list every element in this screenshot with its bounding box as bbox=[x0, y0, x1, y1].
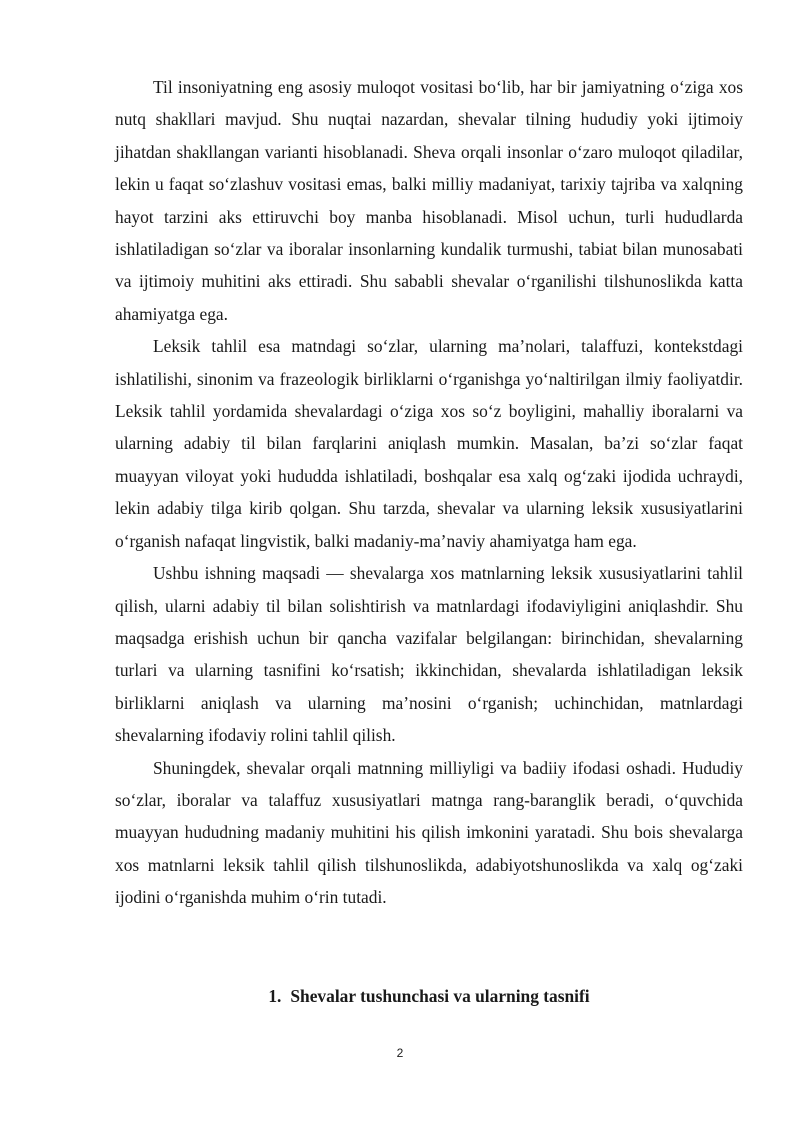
section-heading bbox=[115, 984, 743, 1008]
document-page bbox=[115, 71, 743, 1006]
body-paragraph-4: Shuningdek, shevalar orqali matnning milliyligi va badiiy ifodasi oshadi. Hududiy so‘zlar, iboralar va talaffuz xususiyatlari matnga rang-baranglik beradi, o‘quvchida muayyan hududning madaniy muhitini his qilish imkonini yaratadi. Shu bois shevalarga xos matnlarni leksik tahlil qilish tilshunoslikda, adabiyotshunoslikda va xalq og‘zaki ijodini o‘rganishda muhim o‘rin tutadi. bbox=[115, 757, 743, 908]
body-paragraph-3: Ushbu ishning maqsadi — shevalarga xos matnlarning leksik xususiyatlarini tahlil qilish, ularni adabiy til bilan solishtirish va matnlardagi ifodaviyligini aniqlashdir. Shu maqsadga erishish uchun bir qancha vazifalar belgilangan: birinchidan, shevalarning turlari va ularning tasnifini ko‘rsatish; ikkinchidan, shevalarda ishlatiladigan leksik birliklarni aniqlash va ularning ma’nosini o‘rganish; uchinchidan, matnlardagi shevalarning ifodaviy rolini tahlil qilish. bbox=[115, 563, 743, 746]
section-title: Shevalar tushunchasi va ularning tasnifi bbox=[290, 986, 590, 1006]
body-paragraph-2: Leksik tahlil esa matndagi so‘zlar, ularning ma’nolari, talaffuzi, kontekstdagi ishlatilishi, sinonim va frazeologik birliklarni o‘rganishga yo‘naltirilgan ilmiy faoliyatdir. Leksik tahlil yordamida shevalardagi o‘ziga xos so‘z boyligini, mahalliy iboralarni va ularning adabiy til bilan farqlarini aniqlash mumkin. Masalan, ba’zi so‘zlar faqat muayyan viloyat yoki hududda ishlatiladi, boshqalar esa xalq og‘zaki ijodida uchraydi, lekin adabiy tilga kirib qolgan. Shu tarzda, shevalar va ularning leksik xususiyatlarini o‘rganish nafaqat lingvistik, balki madaniy-ma’naviy ahamiyatga ham ega. bbox=[115, 336, 743, 551]
body-paragraph-1: Til insoniyatning eng asosiy muloqot vositasi bo‘lib, har bir jamiyatning o‘ziga xos nutq shakllari mavjud. Shu nuqtai nazardan, shevalar tilning hududiy yoki ijtimoiy jihatdan shakllangan varianti hisoblanadi. Sheva orqali insonlar o‘zaro muloqot qiladilar, lekin u faqat so‘zlashuv vositasi emas, balki milliy madaniyat, tarixiy tajriba va xalqning hayot tarzini aks ettiruvchi boy manba hisoblanadi. Misol uchun, turli hududlarda ishlatiladigan so‘zlar va iboralar insonlarning kundalik turmushi, tabiat bilan munosabati va ijtimoiy muhitini aks ettiradi. Shu sababli shevalar o‘rganilishi tilshunoslikda katta ahamiyatga ega. bbox=[115, 77, 743, 324]
section-number: 1. bbox=[268, 986, 282, 1006]
page-number: 2 bbox=[396, 1046, 404, 1060]
